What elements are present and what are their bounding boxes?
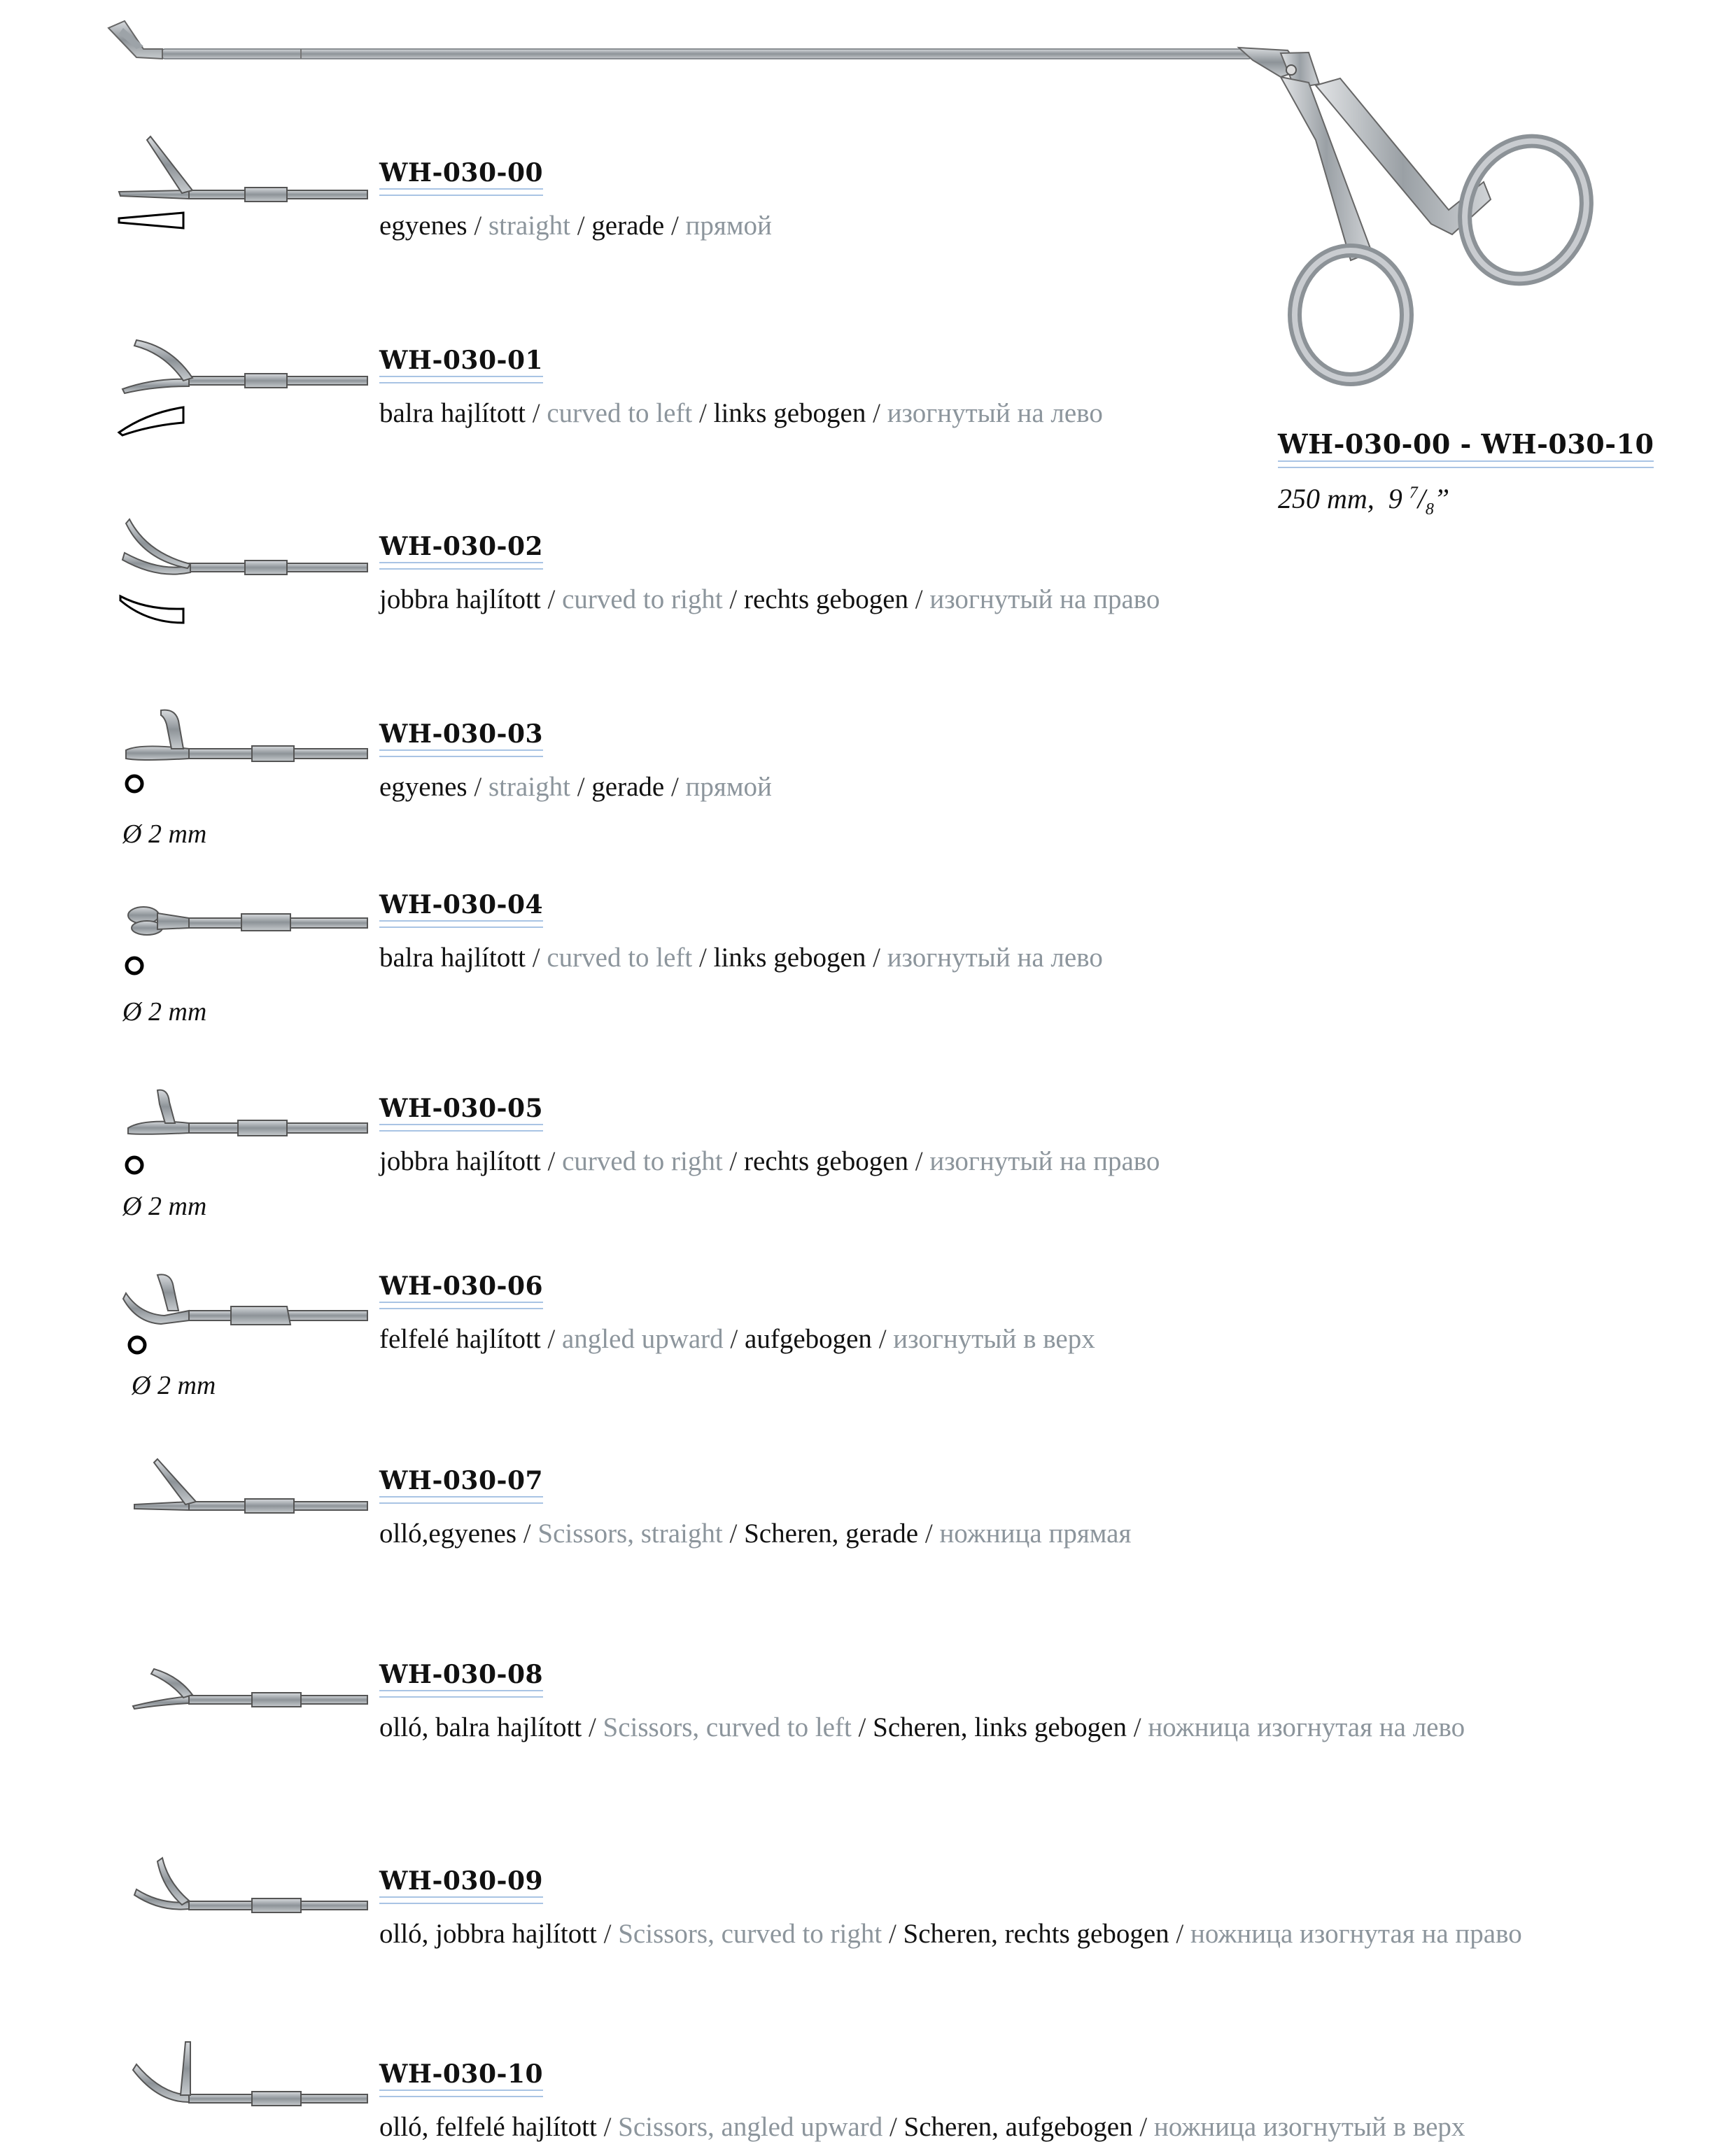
desc-hu: balra hajlított <box>379 943 526 973</box>
tip-wh-030-03 <box>126 710 367 791</box>
item-description <box>379 210 772 241</box>
sep: / <box>670 772 679 802</box>
sep: / <box>888 1919 896 1949</box>
desc-en: straight <box>488 772 570 802</box>
list-item <box>379 719 772 803</box>
desc-hu: jobbra hajlított <box>379 1146 541 1176</box>
instrument-length: 250 mm, 9 $^7/_8$” <box>1278 483 1450 519</box>
desc-hu: felfelé hajlított <box>379 1324 541 1354</box>
tip-wh-030-02 <box>120 519 367 623</box>
tip-wh-030-10 <box>133 2042 367 2106</box>
desc-en: angled upward <box>562 1324 724 1354</box>
desc-de: rechts gebogen <box>744 1146 909 1176</box>
length-mm: 250 mm, <box>1278 483 1374 514</box>
desc-en: Scissors, curved to right <box>618 1919 882 1949</box>
desc-ru: прямой <box>685 211 772 241</box>
desc-hu: olló, jobbra hajlított <box>379 1919 597 1949</box>
sep: / <box>1139 2112 1148 2142</box>
tip-wh-030-04 <box>127 907 367 973</box>
sep: / <box>699 398 707 428</box>
desc-hu: olló,egyenes <box>379 1519 517 1549</box>
desc-hu: balra hajlított <box>379 398 526 428</box>
desc-de: links gebogen <box>713 398 866 428</box>
desc-de: rechts gebogen <box>744 584 909 614</box>
item-description <box>379 2111 1465 2143</box>
item-code: WH-030-10 <box>379 2059 543 2093</box>
sep: / <box>532 398 540 428</box>
desc-hu: olló, balra hajlított <box>379 1712 582 1742</box>
sep: / <box>547 1146 556 1176</box>
item-description <box>379 584 1160 615</box>
list-item <box>379 890 1103 973</box>
sep: / <box>915 584 923 614</box>
sep: / <box>603 1919 612 1949</box>
sep: / <box>1176 1919 1184 1949</box>
item-code: WH-030-05 <box>379 1094 543 1127</box>
item-code: WH-030-08 <box>379 1660 543 1693</box>
desc-de: gerade <box>591 772 665 802</box>
sep: / <box>729 1146 738 1176</box>
sep: / <box>729 584 738 614</box>
desc-ru: ножница изогнутый в верх <box>1153 2112 1465 2142</box>
item-description <box>379 1146 1160 1177</box>
desc-ru: изогнутый в верх <box>893 1324 1095 1354</box>
sep: / <box>878 1324 887 1354</box>
list-item <box>379 1271 1095 1355</box>
item-description <box>379 771 772 803</box>
desc-de: Scheren, gerade <box>744 1519 919 1549</box>
tip-wh-030-06 <box>123 1274 367 1353</box>
desc-hu: egyenes <box>379 211 467 241</box>
item-code: WH-030-03 <box>379 719 543 753</box>
desc-de: Scheren, links gebogen <box>873 1712 1127 1742</box>
desc-de: Scheren, rechts gebogen <box>903 1919 1169 1949</box>
desc-en: Scissors, straight <box>537 1519 723 1549</box>
sep: / <box>1133 1712 1141 1742</box>
tip-wh-030-00 <box>119 136 367 228</box>
sep: / <box>577 211 585 241</box>
list-item <box>379 1866 1522 1950</box>
item-description <box>379 1323 1095 1355</box>
item-description <box>379 397 1103 429</box>
item-code: WH-030-07 <box>379 1466 543 1500</box>
sep: / <box>547 1324 556 1354</box>
sep: / <box>730 1324 738 1354</box>
sep: / <box>889 2112 897 2142</box>
sep: / <box>547 584 556 614</box>
item-description <box>379 1918 1522 1950</box>
sep: / <box>670 211 679 241</box>
desc-en: Scissors, angled upward <box>618 2112 883 2142</box>
sep: / <box>474 772 482 802</box>
desc-de: links gebogen <box>713 943 866 973</box>
diameter-label: Ø 2 mm <box>122 997 207 1027</box>
list-item <box>379 346 1103 429</box>
sep: / <box>924 1519 933 1549</box>
sep: / <box>603 2112 612 2142</box>
desc-en: curved to right <box>562 584 723 614</box>
desc-en: straight <box>488 211 570 241</box>
list-item <box>379 158 772 241</box>
desc-ru: ножница изогнутая на лево <box>1148 1712 1465 1742</box>
desc-en: curved to left <box>547 398 693 428</box>
list-item <box>379 532 1160 615</box>
sep: / <box>915 1146 923 1176</box>
sep: / <box>873 398 880 428</box>
sep: / <box>474 211 482 241</box>
instrument-info <box>1278 428 1654 519</box>
desc-ru: прямой <box>685 772 772 802</box>
sep: / <box>699 943 707 973</box>
list-item <box>379 1466 1131 1549</box>
item-description <box>379 942 1103 973</box>
sep: / <box>532 943 540 973</box>
desc-ru: изогнутый на лево <box>887 943 1103 973</box>
sep: / <box>577 772 585 802</box>
desc-hu: egyenes <box>379 772 467 802</box>
item-code: WH-030-04 <box>379 890 543 924</box>
desc-en: curved to left <box>547 943 693 973</box>
tip-wh-030-08 <box>133 1669 367 1709</box>
length-inch-den: 8 <box>1425 500 1434 519</box>
tip-wh-030-09 <box>134 1858 367 1912</box>
sep: / <box>729 1519 738 1549</box>
desc-de: Scheren, aufgebogen <box>903 2112 1133 2142</box>
tip-images <box>119 136 367 2106</box>
length-inch-num: 7 <box>1409 484 1418 502</box>
item-code: WH-030-01 <box>379 346 543 379</box>
diameter-label: Ø 2 mm <box>122 819 207 849</box>
tip-wh-030-07 <box>134 1459 367 1513</box>
length-inch-whole: 9 <box>1388 483 1402 514</box>
desc-en: Scissors, curved to left <box>603 1712 852 1742</box>
desc-ru: изогнутый на лево <box>887 398 1103 428</box>
sep: / <box>588 1712 596 1742</box>
diameter-label: Ø 2 mm <box>122 1192 207 1221</box>
desc-de: gerade <box>591 211 665 241</box>
tip-wh-030-01 <box>119 340 367 435</box>
range-code: WH-030-00 - WH-030-10 <box>1278 428 1654 464</box>
desc-ru: изогнутый на право <box>929 584 1160 614</box>
sep: / <box>858 1712 866 1742</box>
item-code: WH-030-09 <box>379 1866 543 1900</box>
desc-de: aufgebogen <box>745 1324 872 1354</box>
list-item <box>379 1094 1160 1177</box>
tip-wh-030-05 <box>127 1090 367 1173</box>
length-inch-mark: ” <box>1433 483 1450 514</box>
desc-en: curved to right <box>562 1146 723 1176</box>
desc-hu: olló, felfelé hajlított <box>379 2112 597 2142</box>
sep: / <box>523 1519 531 1549</box>
item-code: WH-030-00 <box>379 158 543 192</box>
desc-hu: jobbra hajlított <box>379 584 541 614</box>
desc-ru: изогнутый на право <box>929 1146 1160 1176</box>
desc-ru: ножница изогнутая на право <box>1190 1919 1522 1949</box>
item-description <box>379 1518 1131 1549</box>
diameter-label: Ø 2 mm <box>132 1371 216 1400</box>
item-code: WH-030-02 <box>379 532 543 565</box>
full-instrument-image <box>108 21 1605 379</box>
item-description <box>379 1712 1465 1743</box>
desc-ru: ножница прямая <box>939 1519 1132 1549</box>
list-item <box>379 2059 1465 2143</box>
list-item <box>379 1660 1465 1743</box>
item-code: WH-030-06 <box>379 1271 543 1305</box>
sep: / <box>873 943 880 973</box>
